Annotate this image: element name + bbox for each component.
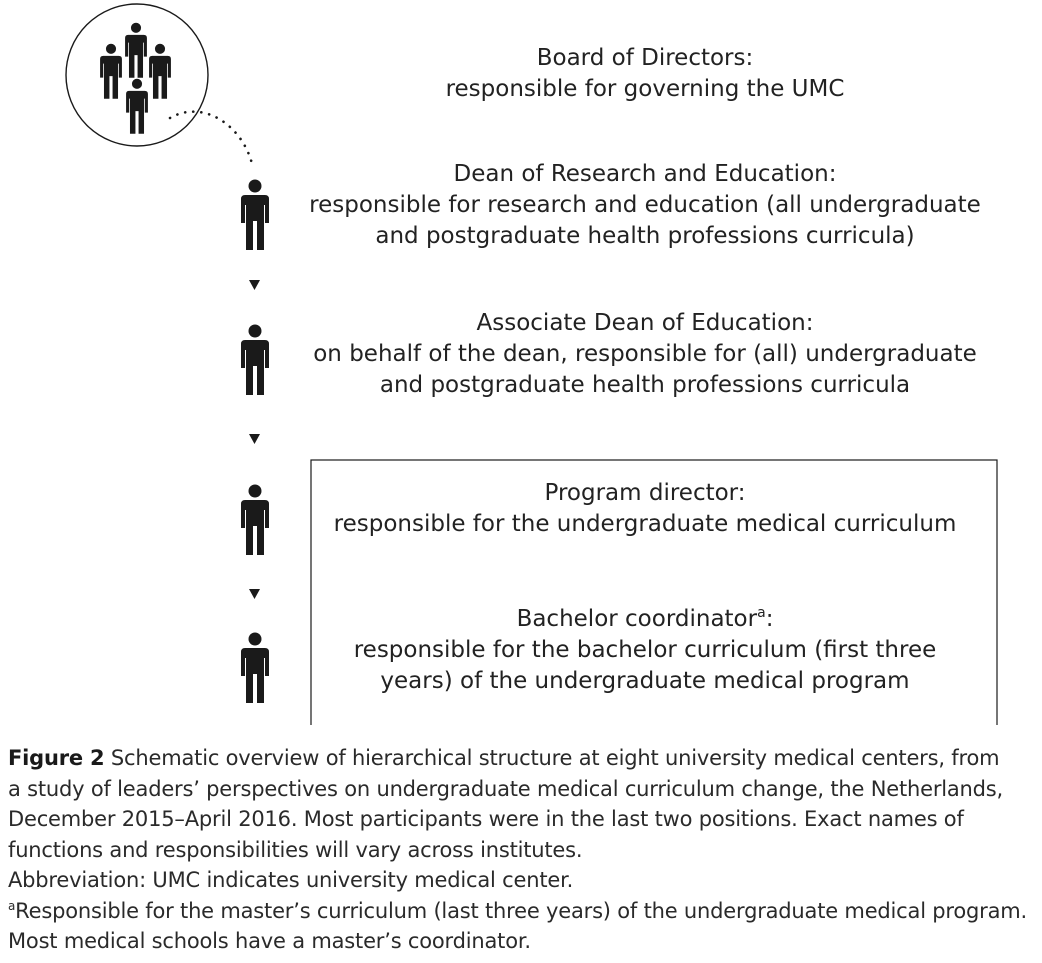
- role-bachelor-coordinator: [300, 604, 990, 697]
- figure-caption: [8, 743, 1040, 957]
- bachelor-coordinator-person-icon: [241, 633, 269, 704]
- role-description: and postgraduate health professions curricula): [375, 223, 915, 249]
- footnote: $^a$Responsible for the master’s curriculum (last three years) of the undergraduate medical program.: [8, 898, 1028, 923]
- down-arrow-icon: [249, 589, 260, 599]
- role-title: Bachelor coordinator$^a$:: [516, 605, 774, 632]
- role-dean: [300, 159, 990, 252]
- footnote-marker: a: [757, 605, 766, 621]
- role-title: Dean of Research and Education:: [453, 161, 837, 187]
- role-title: Board of Directors:: [536, 45, 754, 71]
- role-associate-dean: [300, 308, 990, 401]
- role-title: Associate Dean of Education:: [476, 310, 814, 336]
- footnote-mark: a: [8, 898, 16, 913]
- caption-text: functions and responsibilities will vary across institutes.: [8, 837, 583, 862]
- role-title: Program director:: [544, 480, 746, 506]
- footnote-continued: Most medical schools have a master’s coordinator.: [8, 929, 531, 953]
- role-description: responsible for the undergraduate medical curriculum: [333, 511, 957, 537]
- role-board: [300, 43, 990, 105]
- figure-label: Figure 2: [8, 746, 105, 770]
- board-group-icon: [66, 4, 208, 146]
- role-description: responsible for the bachelor curriculum (first three: [353, 637, 937, 663]
- role-description: on behalf of the dean, responsible for (all) undergraduate: [313, 341, 977, 367]
- role-program-director: [300, 478, 990, 540]
- role-description: years) of the undergraduate medical program: [380, 668, 910, 694]
- role-description: and postgraduate health professions curricula: [379, 372, 911, 398]
- dean-person-icon: [241, 180, 269, 251]
- role-description: responsible for governing the UMC: [445, 76, 845, 102]
- caption-text: a study of leaders’ perspectives on undergraduate medical curriculum change, the Netherlands,: [8, 776, 1004, 801]
- abbreviation-note: Abbreviation: UMC indicates university medical center.: [8, 868, 574, 892]
- down-arrow-icon: [249, 434, 260, 444]
- caption-text: Schematic overview of hierarchical structure at eight university medical centers, from: [104, 746, 1000, 770]
- down-arrow-icon: [249, 280, 260, 290]
- associate-dean-person-icon: [241, 325, 269, 396]
- program-director-person-icon: [241, 485, 269, 556]
- role-description: responsible for research and education (all undergraduate: [309, 192, 981, 218]
- dotted-connector: [170, 112, 253, 168]
- caption-text: December 2015–April 2016. Most participants were in the last two positions. Exact names of: [8, 807, 964, 831]
